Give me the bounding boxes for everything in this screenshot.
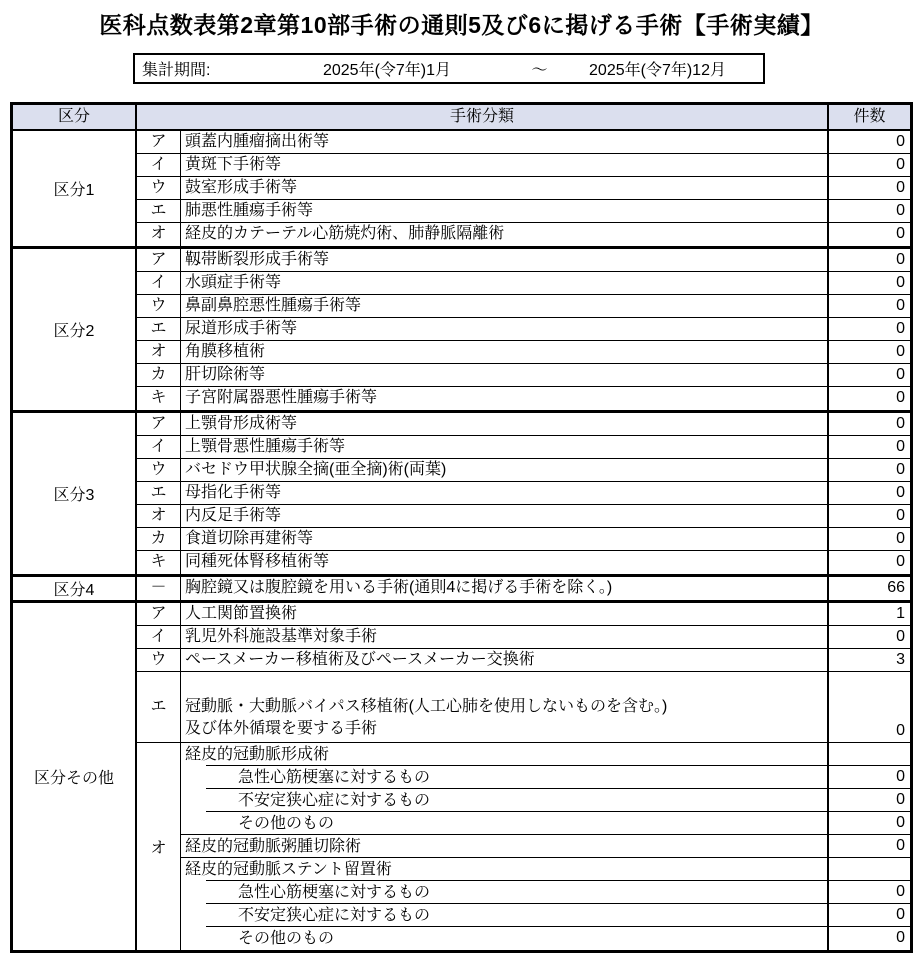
row-count-value: 0 [827, 789, 910, 812]
sub-group-row [181, 904, 910, 927]
row-letter: オ [137, 505, 181, 527]
sub-group-row [181, 835, 910, 858]
table-row [137, 131, 910, 154]
row-count-value: 0 [827, 551, 910, 574]
section-rows [137, 249, 910, 410]
table-row [137, 649, 910, 672]
table-row [137, 459, 910, 482]
table-row [137, 551, 910, 574]
period-tilde: ～ [531, 62, 548, 79]
table-row [137, 577, 910, 600]
table-header-row [13, 105, 910, 131]
table-row [137, 626, 910, 649]
row-surgery-text: 肺悪性腫瘍手術等 [185, 202, 314, 219]
row-surgery-text: 頭蓋内腫瘤摘出術等 [185, 133, 330, 150]
sub-group-row [181, 858, 910, 881]
row-surgery-text: 水頭症手術等 [185, 274, 282, 291]
row-surgery-text: 同種死体腎移植術等 [185, 553, 330, 570]
row-count-value: 0 [827, 318, 910, 340]
sub-group-row [181, 881, 910, 904]
table-row [137, 318, 910, 341]
row-count-value: 66 [827, 577, 910, 600]
row-letter: オ [137, 341, 181, 363]
row-surgery-text: 経皮的冠動脈ステント留置術 [185, 861, 392, 878]
row-surgery-text: 経皮的カテーテル心筋焼灼術、肺静脈隔離術 [185, 225, 505, 242]
section-rows [137, 131, 910, 246]
row-letter: ア [137, 603, 181, 625]
table-row-tall [137, 672, 910, 743]
table-row [137, 364, 910, 387]
row-surgery-text: 上顎骨悪性腫瘍手術等 [185, 438, 346, 455]
row-surgery-text: 胸腔鏡又は腹腔鏡を用いる手術(通則4に掲げる手術を除く。) [185, 579, 613, 596]
row-letter: ウ [137, 177, 181, 199]
row-surgery-text: ペースメーカー移植術及びペースメーカー交換術 [185, 651, 535, 668]
row-surgery-text: 人工関節置換術 [185, 605, 298, 622]
row-letter: イ [137, 272, 181, 294]
section-category-label: 区分その他 [13, 603, 137, 950]
table-row [137, 413, 910, 436]
row-surgery-text: バセドウ甲状腺全摘(亜全摘)術(両葉) [185, 461, 447, 478]
row-surgery-text: 子宮附属器悪性腫瘍手術等 [185, 389, 378, 406]
sub-group-row [181, 812, 910, 835]
row-count-value: 0 [827, 927, 910, 950]
row-spacer [181, 789, 206, 812]
row-surgery-text: その他のもの [238, 930, 335, 947]
row-count-value: 1 [827, 603, 910, 625]
row-surgery-text: 黄斑下手術等 [185, 156, 282, 173]
row-count-value: 0 [827, 295, 910, 317]
section-4 [13, 577, 910, 603]
row-surgery-text: 乳児外科施設基準対象手術 [185, 628, 378, 645]
row-surgery-text: 食道切除再建術等 [185, 530, 314, 547]
table-row [137, 528, 910, 551]
row-letter: オ [137, 223, 181, 246]
row-surgery-text: 鼻副鼻腔悪性腫瘍手術等 [185, 297, 362, 314]
row-spacer [181, 766, 206, 789]
period-to-value: 2025年(令7年)12月 [589, 62, 726, 79]
row-letter: エ [137, 482, 181, 504]
row-count-value [827, 858, 910, 881]
table-row [137, 223, 910, 246]
table-row [137, 436, 910, 459]
row-surgery-text: 不安定狭心症に対するもの [238, 792, 431, 809]
group-letter: オ [137, 743, 181, 950]
row-count-value: 0 [827, 387, 910, 410]
row-letter: エ [137, 318, 181, 340]
section-category-label: 区分1 [13, 131, 137, 246]
row-count-value: 0 [827, 505, 910, 527]
row-letter: イ [137, 154, 181, 176]
row-surgery-text: その他のもの [238, 815, 335, 832]
row-spacer [181, 881, 206, 904]
row-letter: キ [137, 551, 181, 574]
page-title: 医科点数表第2章第10部手術の通則5及び6に掲げる手術【手術実績】 [99, 12, 824, 38]
surgery-results-table [10, 102, 913, 953]
row-surgery-text: 急性心筋梗塞に対するもの [238, 884, 431, 901]
row-count-value [827, 743, 910, 766]
sub-group-row [181, 927, 910, 950]
row-count-value: 0 [827, 626, 910, 648]
section-5 [13, 603, 910, 950]
row-surgery-text: 上顎骨形成術等 [185, 415, 298, 432]
period-label: 集計期間: [142, 62, 211, 79]
sub-group-row [181, 743, 910, 766]
row-surgery-text: 内反足手術等 [185, 507, 282, 524]
row-count-value: 0 [827, 881, 910, 904]
row-letter: ウ [137, 459, 181, 481]
section-2 [13, 249, 910, 413]
tall-line1: 冠動脈・大動脈バイパス移植術(人工心肺を使用しないものを含む。) [185, 698, 668, 715]
section-category-label: 区分3 [13, 413, 137, 574]
row-count-value: 0 [827, 459, 910, 481]
row-letter: イ [137, 436, 181, 458]
row-count-value: 0 [827, 482, 910, 504]
table-row [137, 387, 910, 410]
sub-group-row [181, 789, 910, 812]
row-surgery-text: 母指化手術等 [185, 484, 282, 501]
row-letter: ア [137, 413, 181, 435]
row-letter: エ [137, 672, 181, 742]
row-count-value: 0 [827, 249, 910, 271]
row-count-value: 0 [827, 223, 910, 246]
row-letter: ウ [137, 649, 181, 671]
row-count-value: 0 [827, 364, 910, 386]
row-count-value: 0 [827, 413, 910, 435]
row-spacer [181, 904, 206, 927]
row-count-value: 0 [827, 436, 910, 458]
row-surgery-text: 角膜移植術 [185, 343, 266, 360]
table-row [137, 177, 910, 200]
table-row [137, 249, 910, 272]
row-surgery-text: 不安定狭心症に対するもの [238, 907, 431, 924]
row-count-value: 0 [827, 672, 910, 742]
section-category-label: 区分4 [13, 577, 137, 600]
header-count: 件数 [827, 105, 910, 129]
table-row [137, 341, 910, 364]
row-letter: ア [137, 249, 181, 271]
header-surgery-classification: 手術分類 [449, 108, 514, 125]
tall-line2: 及び体外循環を要する手術 [185, 720, 378, 737]
row-count-value: 0 [827, 272, 910, 294]
row-count-value: 0 [827, 528, 910, 550]
table-row [137, 272, 910, 295]
row-count-value: 0 [827, 812, 910, 835]
section-rows [137, 603, 910, 950]
row-letter: － [137, 577, 181, 600]
section-category-label: 区分2 [13, 249, 137, 410]
row-count-value: 0 [827, 200, 910, 222]
row-letter: エ [137, 200, 181, 222]
table-row [137, 200, 910, 223]
section-1 [13, 131, 910, 249]
table-row [137, 505, 910, 528]
section-rows [137, 577, 910, 600]
row-count-value: 0 [827, 154, 910, 176]
table-row [137, 154, 910, 177]
table-row [137, 603, 910, 626]
section-rows [137, 413, 910, 574]
row-surgery-text: 肝切除術等 [185, 366, 266, 383]
row-surgery-text: 経皮的冠動脈粥腫切除術 [185, 838, 362, 855]
row-count-value: 0 [827, 904, 910, 927]
row-count-value: 0 [827, 835, 910, 858]
period-from-value: 2025年(令7年)1月 [322, 62, 452, 79]
row-count-value: 0 [827, 131, 910, 153]
row-surgery-text: 靱帯断裂形成手術等 [185, 251, 330, 268]
table-row [137, 482, 910, 505]
row-letter: ア [137, 131, 181, 153]
row-letter: カ [137, 364, 181, 386]
row-count-value: 0 [827, 766, 910, 789]
row-surgery-text: 尿道形成手術等 [185, 320, 298, 337]
row-letter: イ [137, 626, 181, 648]
row-count-value: 3 [827, 649, 910, 671]
row-spacer [181, 927, 206, 950]
row-surgery-text: 鼓室形成手術等 [185, 179, 298, 196]
row-surgery-text: 経皮的冠動脈形成術 [185, 746, 330, 763]
row-letter: キ [137, 387, 181, 410]
row-count-value: 0 [827, 177, 910, 199]
row-letter: ウ [137, 295, 181, 317]
aggregation-period-box [133, 53, 765, 84]
row-count-value: 0 [827, 341, 910, 363]
row-spacer [181, 812, 206, 835]
sub-group-row [181, 766, 910, 789]
section-3 [13, 413, 910, 577]
row-letter: カ [137, 528, 181, 550]
header-category: 区分 [13, 105, 137, 129]
row-surgery-text: 急性心筋梗塞に対するもの [238, 769, 431, 786]
table-row [137, 295, 910, 318]
sub-group-rows [181, 743, 910, 950]
row-surgery-text [181, 672, 827, 742]
sub-group [137, 743, 910, 950]
